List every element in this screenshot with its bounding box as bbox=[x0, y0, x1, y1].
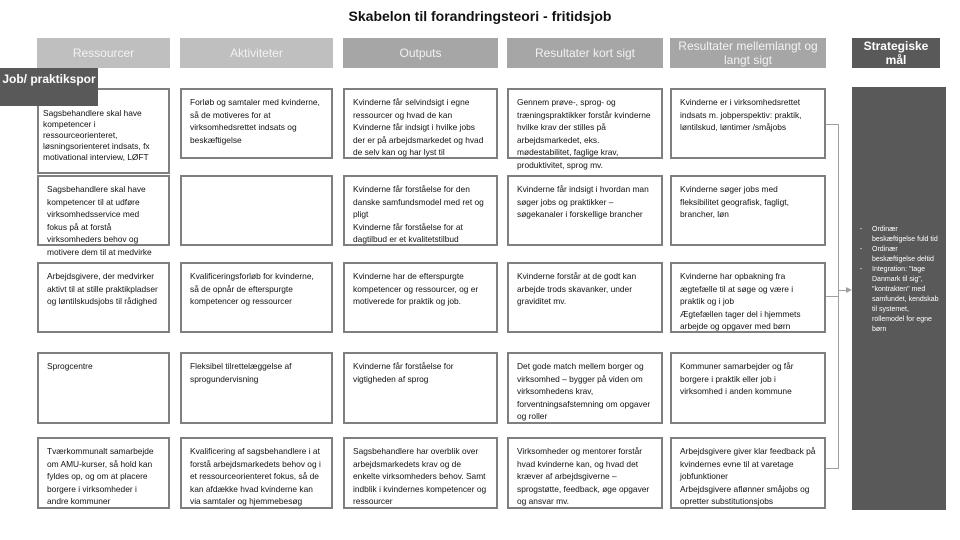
box-outputs-row-3: Kvinderne har de efterspurgte kompetencer og ressourcer, og er motiverede for praktik og job. bbox=[343, 262, 498, 333]
box-outputs-row-5: Sagsbehandlere har overblik over arbejdsmarkedets krav og de enkelte virksomheders behov. Samt indblik i kvindernes kompetencer og ressourcer bbox=[343, 437, 498, 509]
box-activities-row-2 bbox=[180, 175, 333, 246]
strategic-goal: - Ordinær beskæftigelse fuld tid bbox=[858, 225, 940, 245]
strategic-goal: - Integration: "tage Danmark til sig", "kontrakten" med samfundet, kendskab til systemet, rollemodel for egne børn bbox=[858, 265, 940, 335]
bracket-tick bbox=[826, 468, 838, 469]
box-long-term-row-1: Kvinderne er i virksomhedsrettet indsats m. jobperspektiv: praktik, løntilskud, løntimer /småjobs bbox=[670, 88, 826, 159]
bracket-tick bbox=[826, 296, 838, 297]
box-resources-row-2: Sagsbehandlere skal have kompetencer til at udføre virksomhedsservice med fokus på at forstå virksomheders behov og motivere dem til at medvirke bbox=[37, 175, 170, 246]
track-label: Job/ praktikspor bbox=[0, 68, 98, 106]
bracket-line bbox=[838, 124, 839, 469]
box-short-term-row-3: Kvinderne forstår at de godt kan arbejde trods skavanker, under graviditet mv. bbox=[507, 262, 663, 333]
box-activities-row-4: Fleksibel tilrettelæggelse af sprogundervisning bbox=[180, 352, 333, 424]
box-short-term-row-5: Virksomheder og mentorer forstår hvad kvinderne kan, og hvad det kræver af arbejdsgiverne – sprogstøtte, feedback, øge opgaver og ansvar mv. bbox=[507, 437, 663, 509]
box-outputs-row-2: Kvinderne får forståelse for den danske samfundsmodel med ret og pligt Kvinderne får forståelse for at dagtilbud er et kvalitetstilbud bbox=[343, 175, 498, 246]
box-short-term-row-1: Gennem prøve-, sprog- og træningspraktikker forstår kvinderne hvilke krav der stilles på arbejdsmarkedet, eks. mødestabilitet, faglige krav, produktivitet, sprog mv. bbox=[507, 88, 663, 159]
box-long-term-row-5: Arbejdsgivere giver klar feedback på kvindernes evne til at varetage jobfunktioner Arbejdsgivere aflønner småjobs og opretter substitutionsjobs bbox=[670, 437, 826, 509]
box-activities-row-1: Forløb og samtaler med kvinderne, så de motiveres for at virksomhedsrettet indsats og beskæftigelse bbox=[180, 88, 333, 159]
box-long-term-row-3: Kvinderne har opbakning fra ægtefælle til at søge og være i praktik og i job Ægtefællen tager del i hjemmets arbejde og opgaver med børn bbox=[670, 262, 826, 333]
box-activities-row-3: Kvalificeringsforløb for kvinderne, så de opnår de efterspurgte kompetencer og ressourcer bbox=[180, 262, 333, 333]
diagram-title: Skabelon til forandringsteori - fritidsjob bbox=[348, 8, 612, 24]
header-activities: Aktiviteter bbox=[180, 38, 333, 68]
box-long-term-row-2: Kvinderne søger jobs med fleksibilitet geografisk, fagligt, brancher, løn bbox=[670, 175, 826, 246]
box-outputs-row-1: Kvinderne får selvindsigt i egne ressourcer og hvad de kan Kvinderne får indsigt i hvilke jobs der er på arbejdsmarkedet og hvad de selv kan og har lyst til bbox=[343, 88, 498, 159]
box-outputs-row-4: Kvinderne får forståelse for vigtigheden af sprog bbox=[343, 352, 498, 424]
header-strategic-goals: Strategiske mål bbox=[852, 38, 940, 68]
strategic-goals-panel bbox=[852, 87, 946, 510]
bracket-tick bbox=[826, 124, 838, 125]
box-long-term-row-4: Kommuner samarbejder og får borgere i praktik eller job i virksomhed i anden kommune bbox=[670, 352, 826, 424]
box-resources-row-3: Arbejdsgivere, der medvirker aktivt til at stille praktikpladser og løntilskudsjobs til rådighed bbox=[37, 262, 170, 333]
strategic-goal: - Ordinær beskæftigelse deltid bbox=[858, 245, 940, 265]
box-resources-row-1: Sagsbehandlere skal have kompetencer i ressourceorienteret, løsningsorienteret indsats, fx motivational interview, LØFT bbox=[37, 88, 170, 174]
box-resources-row-5: Tværkommunalt samarbejde om AMU-kurser, så hold kan fyldes op, og om at placere borgere i virksomheder i andre kommuner bbox=[37, 437, 170, 509]
header-outputs: Outputs bbox=[343, 38, 498, 68]
box-short-term-row-2: Kvinderne får indsigt i hvordan man søger jobs og praktikker – søgekanaler i forskellige brancher bbox=[507, 175, 663, 246]
box-resources-row-4: Sprogcentre bbox=[37, 352, 170, 424]
header-short-term: Resultater kort sigt bbox=[507, 38, 663, 68]
box-short-term-row-4: Det gode match mellem borger og virksomhed – bygger på viden om virksomhedens krav, forventningsafstemning om opgaver og roller bbox=[507, 352, 663, 424]
header-long-term: Resultater mellemlangt og langt sigt bbox=[670, 38, 826, 68]
box-activities-row-5: Kvalificering af sagsbehandlere i at forstå arbejdsmarkedets behov og i et ressourceorienteret fokus, så de kan afdække hvad kvinderne kan via samtaler og hjemmebesøg bbox=[180, 437, 333, 509]
header-resources: Ressourcer bbox=[37, 38, 170, 68]
